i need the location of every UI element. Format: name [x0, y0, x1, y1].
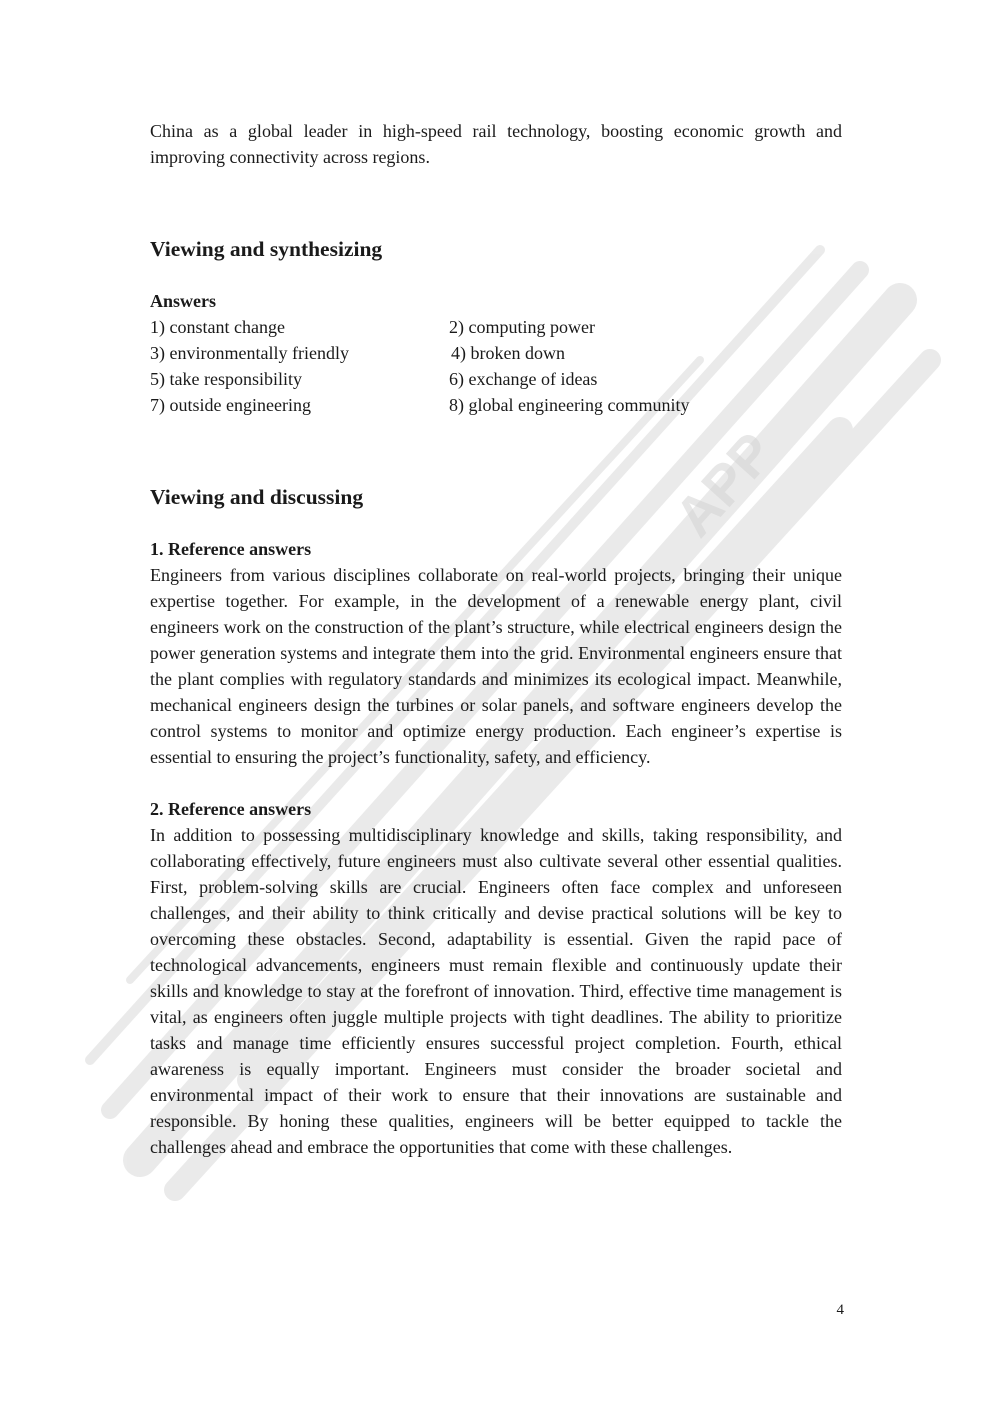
answer-item: 4) broken down [451, 343, 565, 363]
reference-answers-2-label: 2. Reference answers [150, 799, 312, 819]
answers-list [150, 314, 842, 418]
section-heading-viewing-synthesizing: Viewing and synthesizing [150, 237, 383, 261]
reference-answers-1-text: Engineers from various disciplines collaborate on real-world projects, bringing their unique expertise together. For example, in the development of a renewable energy plant, civil engineers work on the construction of the plant’s structure, while electrical engineers design the power generation systems and integrate them into the grid. Environmental engineers ensure that the plant complies with regulatory standards and minimizes its ecological impact. Meanwhile, mechanical engineers design the turbines or solar panels, and software engineers develop the control systems to monitor and optimize energy production. Each engineer’s expertise is essential to ensuring the project’s functionality, safety, and efficiency. [150, 565, 842, 767]
page-content [150, 118, 842, 1160]
answer-item: 5) take responsibility [150, 369, 302, 389]
answer-item: 7) outside engineering [150, 395, 311, 415]
intro-paragraph: China as a global leader in high-speed rail technology, boosting economic growth and improving connectivity across regions. [150, 121, 842, 167]
answers-label: Answers [150, 291, 216, 311]
page-number: 4 [836, 1302, 844, 1318]
reference-answers-1-label: 1. Reference answers [150, 539, 312, 559]
answer-item: 8) global engineering community [449, 395, 690, 415]
answer-item: 1) constant change [150, 317, 285, 337]
answer-item: 6) exchange of ideas [449, 369, 598, 389]
watermark-text: APP [662, 420, 786, 549]
answer-item: 2) computing power [449, 317, 595, 337]
answer-item: 3) environmentally friendly [150, 343, 349, 363]
reference-answers-2-text: In addition to possessing multidisciplinary knowledge and skills, taking responsibility, and collaborating effectively, future engineers must also cultivate several other essential qualities. First, problem-solving skills are crucial. Engineers often face complex and unforeseen challenges, and their ability to think critically and devise practical solutions will be key to overcoming these obstacles. Second, adaptability is essential. Given the rapid pace of technological advancements, engineers must remain flexible and continuously update their skills and knowledge to stay at the forefront of innovation. Third, effective time management is vital, as engineers often juggle multiple projects with tight deadlines. The ability to prioritize tasks and manage time efficiently ensures successful project completion. Fourth, ethical awareness is equally important. Engineers must consider the broader societal and environmental impact of their work to ensure that their innovations are sustainable and responsible. By honing these qualities, engineers will be better equipped to tackle the challenges ahead and embrace the opportunities that come with these challenges. [150, 825, 842, 1157]
section-heading-viewing-discussing: Viewing and discussing [150, 485, 364, 509]
